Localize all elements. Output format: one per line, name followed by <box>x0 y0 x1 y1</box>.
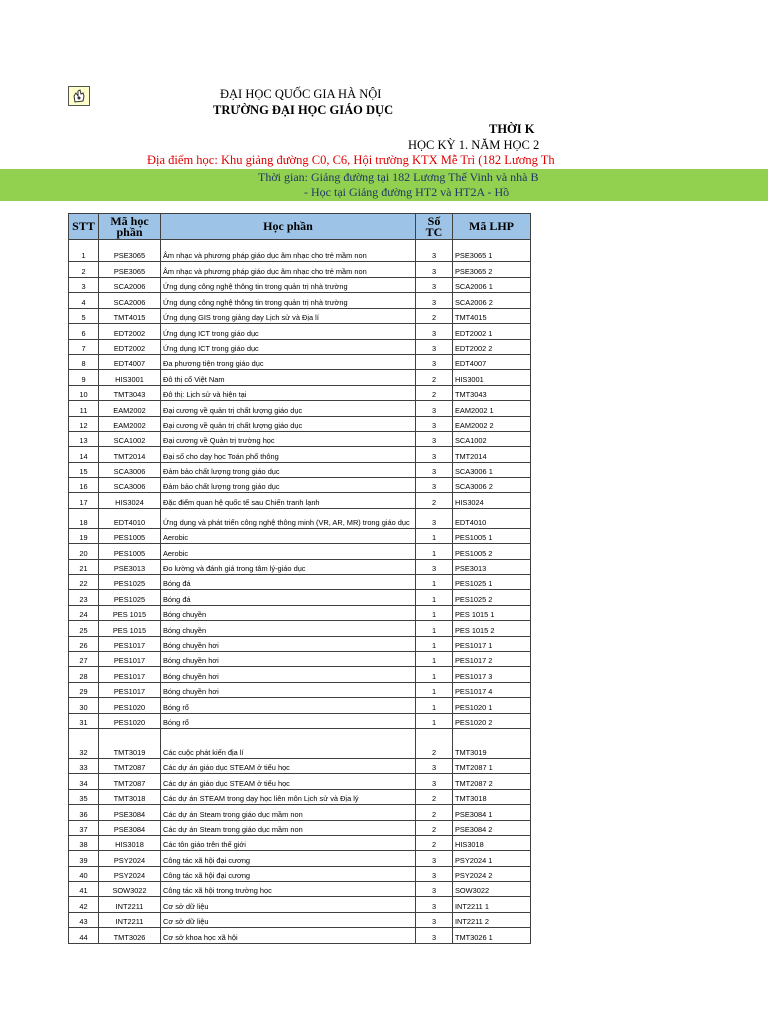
cell-class-code: INT2211 2 <box>453 912 531 927</box>
cell-credits: 3 <box>416 758 453 773</box>
table-row <box>69 385 531 400</box>
location-label: Địa điểm học: Khu giảng đường C0, C6, Hội trường KTX Mễ Trì (182 Lương Th <box>147 153 555 167</box>
cell-credits: 1 <box>416 544 453 559</box>
cell-stt: 6 <box>69 324 99 339</box>
cell-course-code: TMT2087 <box>99 774 161 789</box>
table-row <box>69 478 531 493</box>
table-row <box>69 682 531 697</box>
table-row <box>69 240 531 262</box>
cell-stt: 26 <box>69 636 99 651</box>
cell-course-name: Các dự án Steam trong giáo dục mầm non <box>161 805 416 820</box>
cell-course-code: HIS3024 <box>99 493 161 508</box>
cell-credits: 1 <box>416 667 453 682</box>
cell-course-code: SOW3022 <box>99 882 161 897</box>
cell-course-code: SCA3006 <box>99 462 161 477</box>
cell-class-code: PSE3013 <box>453 559 531 574</box>
cell-course-name: Các dự án Steam trong giáo dục mầm non <box>161 820 416 835</box>
cell-course-name: Bóng chuyền hơi <box>161 636 416 651</box>
cell-class-code: PSE3065 1 <box>453 240 531 262</box>
cell-stt: 34 <box>69 774 99 789</box>
cell-credits: 3 <box>416 278 453 293</box>
cell-class-code: SCA2006 2 <box>453 293 531 308</box>
cell-course-code: SCA2006 <box>99 293 161 308</box>
table-row <box>69 493 531 508</box>
cell-credits: 3 <box>416 928 453 943</box>
cell-course-code: EDT2002 <box>99 324 161 339</box>
cell-credits: 3 <box>416 401 453 416</box>
cell-credits: 3 <box>416 851 453 866</box>
cell-class-code: PES1017 1 <box>453 636 531 651</box>
cell-class-code: HIS3024 <box>453 493 531 508</box>
cell-stt: 37 <box>69 820 99 835</box>
document-title: THỜI K <box>489 122 535 136</box>
cell-class-code: PES1017 2 <box>453 651 531 666</box>
cell-class-code: INT2211 1 <box>453 897 531 912</box>
table-row <box>69 528 531 543</box>
cell-course-name: Các dự án giáo dục STEAM ở tiểu học <box>161 774 416 789</box>
cell-stt: 31 <box>69 713 99 728</box>
cell-course-name: Bóng đá <box>161 575 416 590</box>
semester-label: HỌC KỲ 1. NĂM HỌC 2 <box>408 138 540 152</box>
cell-course-name: Bóng chuyền <box>161 621 416 636</box>
cell-course-name: Đại số cho dạy học Toán phổ thông <box>161 447 416 462</box>
cell-course-name: Các cuộc phát kiến địa lí <box>161 728 416 758</box>
cell-class-code: PES1025 2 <box>453 590 531 605</box>
cell-class-code: EDT4007 <box>453 354 531 369</box>
cell-stt: 21 <box>69 559 99 574</box>
cell-course-code: INT2211 <box>99 912 161 927</box>
cell-credits: 1 <box>416 528 453 543</box>
cell-stt: 5 <box>69 308 99 323</box>
table-row <box>69 912 531 927</box>
cell-stt: 25 <box>69 621 99 636</box>
spreadsheet-object-icon <box>68 86 90 106</box>
cell-course-name: Công tác xã hội đại cương <box>161 851 416 866</box>
cell-credits: 1 <box>416 636 453 651</box>
cell-course-name: Bóng chuyền <box>161 605 416 620</box>
table-row <box>69 262 531 278</box>
column-header-course-name: Học phần <box>161 214 416 240</box>
cell-course-code: PES1017 <box>99 651 161 666</box>
cell-course-code: INT2211 <box>99 897 161 912</box>
table-row <box>69 431 531 446</box>
table-row <box>69 713 531 728</box>
cell-course-code: EAM2002 <box>99 401 161 416</box>
cell-credits: 3 <box>416 447 453 462</box>
column-header-credits: Số TC <box>416 214 453 240</box>
cell-class-code: PES1005 2 <box>453 544 531 559</box>
cell-credits: 2 <box>416 493 453 508</box>
cell-stt: 30 <box>69 698 99 713</box>
cell-course-name: Ứng dụng ICT trong giáo dục <box>161 324 416 339</box>
table-row <box>69 805 531 820</box>
cell-class-code: EDT4010 <box>453 508 531 528</box>
table-row <box>69 605 531 620</box>
cell-course-code: PES 1015 <box>99 605 161 620</box>
cell-class-code: SCA1002 <box>453 431 531 446</box>
table-row <box>69 928 531 943</box>
cell-course-name: Đảm bảo chất lượng trong giáo dục <box>161 478 416 493</box>
cell-course-name: Các dự án giáo dục STEAM ở tiểu học <box>161 758 416 773</box>
cell-stt: 19 <box>69 528 99 543</box>
cell-course-code: PES1017 <box>99 682 161 697</box>
hand-pointer-icon <box>69 87 89 105</box>
column-header-stt: STT <box>69 214 99 240</box>
cell-course-code: TMT4015 <box>99 308 161 323</box>
cell-stt: 39 <box>69 851 99 866</box>
cell-course-name: Đô thị cổ Việt Nam <box>161 370 416 385</box>
table-row <box>69 293 531 308</box>
cell-class-code: EAM2002 2 <box>453 416 531 431</box>
table-header-row <box>69 214 531 240</box>
cell-credits: 3 <box>416 897 453 912</box>
table-body <box>69 240 531 944</box>
time-info-line-2: - Học tại Giảng đường HT2 và HT2A - Hồ <box>304 185 510 199</box>
cell-course-name: Đặc điểm quan hệ quốc tế sau Chiến tranh lạnh <box>161 493 416 508</box>
cell-course-code: PES1005 <box>99 544 161 559</box>
cell-credits: 3 <box>416 354 453 369</box>
cell-class-code: PSE3065 2 <box>453 262 531 278</box>
cell-course-name: Bóng rổ <box>161 713 416 728</box>
table-row <box>69 559 531 574</box>
table-row <box>69 851 531 866</box>
cell-course-name: Các dự án STEAM trong dạy học liên môn Lịch sử và Địa lý <box>161 789 416 804</box>
table-row <box>69 789 531 804</box>
cell-credits: 3 <box>416 866 453 881</box>
cell-credits: 3 <box>416 478 453 493</box>
cell-credits: 2 <box>416 728 453 758</box>
cell-course-code: EDT4007 <box>99 354 161 369</box>
cell-credits: 1 <box>416 651 453 666</box>
cell-credits: 3 <box>416 339 453 354</box>
table-row <box>69 667 531 682</box>
cell-course-code: HIS3001 <box>99 370 161 385</box>
cell-course-name: Ứng dụng GIS trong giảng dạy Lịch sử và Địa lí <box>161 308 416 323</box>
table-row <box>69 698 531 713</box>
cell-stt: 41 <box>69 882 99 897</box>
cell-stt: 33 <box>69 758 99 773</box>
cell-course-name: Bóng rổ <box>161 698 416 713</box>
cell-class-code: PSE3084 2 <box>453 820 531 835</box>
cell-course-name: Bóng chuyền hơi <box>161 682 416 697</box>
cell-stt: 43 <box>69 912 99 927</box>
time-info-band <box>0 169 768 201</box>
cell-stt: 1 <box>69 240 99 262</box>
cell-course-name: Ứng dụng ICT trong giáo dục <box>161 339 416 354</box>
cell-course-name: Ứng dụng và phát triển công nghệ thông minh (VR, AR, MR) trong giáo dục <box>161 508 416 528</box>
cell-stt: 38 <box>69 835 99 850</box>
cell-class-code: HIS3018 <box>453 835 531 850</box>
cell-class-code: PES1005 1 <box>453 528 531 543</box>
cell-course-code: PSY2024 <box>99 866 161 881</box>
table-row <box>69 590 531 605</box>
table-row <box>69 508 531 528</box>
cell-course-code: SCA1002 <box>99 431 161 446</box>
cell-class-code: TMT3019 <box>453 728 531 758</box>
cell-course-name: Bóng chuyền hơi <box>161 667 416 682</box>
cell-credits: 2 <box>416 789 453 804</box>
cell-stt: 10 <box>69 385 99 400</box>
table-row <box>69 278 531 293</box>
time-info-line-1: Thời gian: Giảng đường tại 182 Lương Thế Vinh và nhà B <box>258 170 539 184</box>
cell-course-code: PES1020 <box>99 698 161 713</box>
cell-course-code: PSE3084 <box>99 820 161 835</box>
cell-course-code: PES1005 <box>99 528 161 543</box>
cell-credits: 2 <box>416 805 453 820</box>
cell-stt: 22 <box>69 575 99 590</box>
cell-class-code: PES1017 3 <box>453 667 531 682</box>
cell-credits: 2 <box>416 370 453 385</box>
cell-stt: 28 <box>69 667 99 682</box>
cell-credits: 3 <box>416 462 453 477</box>
cell-course-code: SCA3006 <box>99 478 161 493</box>
table-row <box>69 621 531 636</box>
cell-class-code: PSE3084 1 <box>453 805 531 820</box>
cell-class-code: TMT3018 <box>453 789 531 804</box>
table-row <box>69 354 531 369</box>
cell-course-name: Âm nhạc và phương pháp giáo dục âm nhạc cho trẻ mầm non <box>161 240 416 262</box>
cell-course-name: Các tôn giáo trên thế giới <box>161 835 416 850</box>
cell-class-code: PES1025 1 <box>453 575 531 590</box>
cell-class-code: TMT2014 <box>453 447 531 462</box>
cell-stt: 4 <box>69 293 99 308</box>
table-row <box>69 636 531 651</box>
cell-stt: 23 <box>69 590 99 605</box>
cell-stt: 8 <box>69 354 99 369</box>
cell-course-code: PES1020 <box>99 713 161 728</box>
cell-class-code: EAM2002 1 <box>453 401 531 416</box>
cell-stt: 35 <box>69 789 99 804</box>
cell-course-name: Đại cương về Quản trị trường học <box>161 431 416 446</box>
cell-class-code: TMT3043 <box>453 385 531 400</box>
cell-course-code: PSY2024 <box>99 851 161 866</box>
cell-class-code: TMT2087 2 <box>453 774 531 789</box>
cell-credits: 3 <box>416 882 453 897</box>
cell-credits: 1 <box>416 698 453 713</box>
table-row <box>69 897 531 912</box>
cell-class-code: TMT3026 1 <box>453 928 531 943</box>
cell-course-name: Cơ sở dữ liệu <box>161 912 416 927</box>
cell-course-name: Công tác xã hội đại cương <box>161 866 416 881</box>
cell-stt: 7 <box>69 339 99 354</box>
cell-course-code: PSE3084 <box>99 805 161 820</box>
cell-course-code: TMT2087 <box>99 758 161 773</box>
cell-credits: 3 <box>416 559 453 574</box>
cell-class-code: SCA2006 1 <box>453 278 531 293</box>
table-row <box>69 728 531 758</box>
cell-course-code: EDT4010 <box>99 508 161 528</box>
cell-class-code: SCA3006 2 <box>453 478 531 493</box>
cell-credits: 2 <box>416 385 453 400</box>
table-row <box>69 462 531 477</box>
cell-credits: 3 <box>416 416 453 431</box>
column-header-course-code: Mã học phần <box>99 214 161 240</box>
cell-course-name: Cơ sở khoa học xã hội <box>161 928 416 943</box>
table-row <box>69 820 531 835</box>
cell-credits: 2 <box>416 820 453 835</box>
table-row <box>69 651 531 666</box>
table-row <box>69 401 531 416</box>
table-row <box>69 544 531 559</box>
cell-credits: 1 <box>416 621 453 636</box>
course-schedule-table <box>68 213 531 944</box>
cell-stt: 36 <box>69 805 99 820</box>
cell-credits: 2 <box>416 835 453 850</box>
cell-course-code: EAM2002 <box>99 416 161 431</box>
cell-credits: 3 <box>416 912 453 927</box>
cell-stt: 3 <box>69 278 99 293</box>
cell-course-name: Aerobic <box>161 528 416 543</box>
cell-credits: 1 <box>416 713 453 728</box>
cell-class-code: HIS3001 <box>453 370 531 385</box>
cell-class-code: PES1020 2 <box>453 713 531 728</box>
table-row <box>69 447 531 462</box>
cell-course-code: SCA2006 <box>99 278 161 293</box>
cell-course-name: Đại cương về quản trị chất lượng giáo dục <box>161 401 416 416</box>
cell-credits: 3 <box>416 240 453 262</box>
table-row <box>69 370 531 385</box>
cell-course-code: PSE3065 <box>99 240 161 262</box>
cell-class-code: SCA3006 1 <box>453 462 531 477</box>
cell-course-code: PES 1015 <box>99 621 161 636</box>
cell-stt: 9 <box>69 370 99 385</box>
cell-course-code: TMT3043 <box>99 385 161 400</box>
cell-course-code: PES1025 <box>99 575 161 590</box>
table-row <box>69 882 531 897</box>
cell-course-name: Đô thị: Lịch sử và hiện tại <box>161 385 416 400</box>
cell-course-code: TMT2014 <box>99 447 161 462</box>
cell-stt: 2 <box>69 262 99 278</box>
cell-credits: 3 <box>416 774 453 789</box>
cell-course-name: Bóng đá <box>161 590 416 605</box>
cell-class-code: EDT2002 1 <box>453 324 531 339</box>
cell-course-name: Cơ sở dữ liệu <box>161 897 416 912</box>
cell-credits: 3 <box>416 293 453 308</box>
university-name: ĐẠI HỌC QUỐC GIA HÀ NỘI <box>220 87 382 101</box>
cell-course-code: TMT3026 <box>99 928 161 943</box>
table-row <box>69 324 531 339</box>
cell-course-name: Bóng chuyền hơi <box>161 651 416 666</box>
cell-stt: 20 <box>69 544 99 559</box>
cell-class-code: PSY2024 2 <box>453 866 531 881</box>
cell-credits: 1 <box>416 575 453 590</box>
cell-credits: 3 <box>416 431 453 446</box>
table-row <box>69 416 531 431</box>
cell-course-name: Ứng dụng công nghệ thông tin trong quản trị nhà trường <box>161 278 416 293</box>
cell-class-code: PES1017 4 <box>453 682 531 697</box>
cell-class-code: PES 1015 2 <box>453 621 531 636</box>
cell-course-code: EDT2002 <box>99 339 161 354</box>
cell-credits: 3 <box>416 508 453 528</box>
cell-class-code: PES 1015 1 <box>453 605 531 620</box>
cell-course-name: Ứng dụng công nghệ thông tin trong quản trị nhà trường <box>161 293 416 308</box>
cell-course-code: TMT3018 <box>99 789 161 804</box>
cell-credits: 3 <box>416 262 453 278</box>
cell-course-code: PSE3013 <box>99 559 161 574</box>
cell-stt: 29 <box>69 682 99 697</box>
cell-course-code: PES1025 <box>99 590 161 605</box>
cell-class-code: SOW3022 <box>453 882 531 897</box>
table-row <box>69 774 531 789</box>
table-row <box>69 575 531 590</box>
cell-class-code: PES1020 1 <box>453 698 531 713</box>
table-row <box>69 339 531 354</box>
cell-course-code: PSE3065 <box>99 262 161 278</box>
cell-course-code: HIS3018 <box>99 835 161 850</box>
table-row <box>69 758 531 773</box>
cell-stt: 15 <box>69 462 99 477</box>
cell-stt: 32 <box>69 728 99 758</box>
cell-stt: 17 <box>69 493 99 508</box>
cell-credits: 2 <box>416 308 453 323</box>
cell-stt: 44 <box>69 928 99 943</box>
cell-course-code: PES1017 <box>99 636 161 651</box>
cell-stt: 18 <box>69 508 99 528</box>
cell-course-code: TMT3019 <box>99 728 161 758</box>
cell-course-name: Đại cương về quản trị chất lượng giáo dục <box>161 416 416 431</box>
cell-stt: 11 <box>69 401 99 416</box>
cell-stt: 27 <box>69 651 99 666</box>
cell-class-code: TMT4015 <box>453 308 531 323</box>
cell-stt: 16 <box>69 478 99 493</box>
cell-course-name: Đa phương tiện trong giáo dục <box>161 354 416 369</box>
cell-class-code: EDT2002 2 <box>453 339 531 354</box>
cell-stt: 12 <box>69 416 99 431</box>
cell-course-name: Đảm bảo chất lượng trong giáo dục <box>161 462 416 477</box>
cell-stt: 14 <box>69 447 99 462</box>
cell-stt: 40 <box>69 866 99 881</box>
column-header-class-code: Mã LHP <box>453 214 531 240</box>
cell-credits: 1 <box>416 682 453 697</box>
cell-credits: 3 <box>416 324 453 339</box>
cell-credits: 1 <box>416 605 453 620</box>
cell-course-name: Đo lường và đánh giá trong tâm lý-giáo dục <box>161 559 416 574</box>
cell-course-name: Âm nhạc và phương pháp giáo dục âm nhạc cho trẻ mầm non <box>161 262 416 278</box>
cell-course-name: Aerobic <box>161 544 416 559</box>
table-row <box>69 835 531 850</box>
table-row <box>69 866 531 881</box>
cell-credits: 1 <box>416 590 453 605</box>
cell-stt: 24 <box>69 605 99 620</box>
cell-stt: 42 <box>69 897 99 912</box>
table-row <box>69 308 531 323</box>
cell-stt: 13 <box>69 431 99 446</box>
cell-course-name: Công tác xã hội trong trường học <box>161 882 416 897</box>
cell-class-code: PSY2024 1 <box>453 851 531 866</box>
school-name: TRƯỜNG ĐẠI HỌC GIÁO DỤC <box>213 103 394 117</box>
cell-class-code: TMT2087 1 <box>453 758 531 773</box>
cell-course-code: PES1017 <box>99 667 161 682</box>
